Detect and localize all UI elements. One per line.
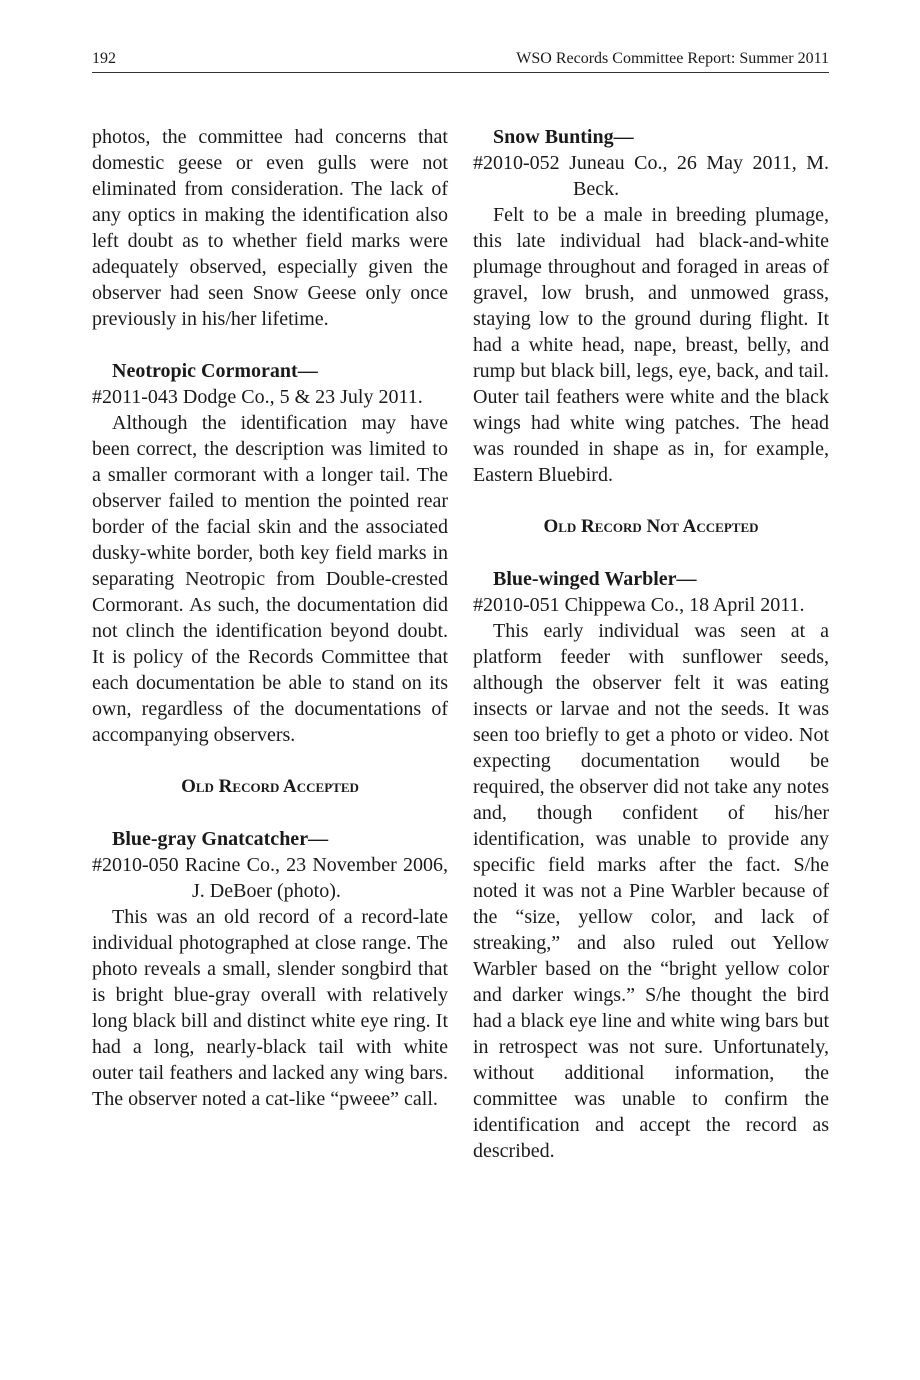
section-heading: Old Record Accepted	[181, 776, 359, 797]
species-heading: Neotropic Cormorant—	[112, 360, 318, 382]
record-entry: #2011-043 Dodge Co., 5 & 23 July 2011.	[92, 386, 423, 408]
record-entry: #2010-052 Juneau Co., 26 May 2011, M. Beck.	[473, 152, 829, 200]
continued-paragraph: photos, the committee had concerns that domestic geese or even gulls were not eliminated from consideration. The lack of any optics in making the identification also left doubt as to whether field marks were adequately observed, especially given the observer had seen Snow Geese only once previously in his/her lifetime.	[92, 126, 448, 330]
section-heading: Old Record Not Accepted	[543, 516, 759, 537]
species-heading: Blue-gray Gnatcatcher—	[112, 828, 329, 850]
record-description: Although the identification may have been correct, the description was limited to a smaller cormorant with a longer tail. The observer failed to mention the pointed rear border of the facial skin and the associated dusky-white border, both key field marks in separating Neotropic from Double-crested Cormorant. As such, the documentation did not clinch the identification beyond doubt. It is policy of the Records Committee that each documentation be able to stand on its own, regardless of the documentations of accompanying observers.	[92, 412, 448, 746]
left-column	[92, 124, 448, 1112]
record-entry: #2010-050 Racine Co., 23 November 2006, J. DeBoer (photo).	[92, 854, 448, 902]
right-column	[473, 124, 829, 1164]
page-number: 192	[92, 50, 116, 67]
running-title: WSO Records Committee Report: Summer 2011	[516, 50, 829, 67]
record-description: This early individual was seen at a platform feeder with sunflower seeds, although the observer felt it was eating insects or larvae and not the seeds. It was seen too briefly to get a photo or video. Not expecting documentation would be required, the observer did not take any notes and, though confident of his/her identification, was unable to provide any specific field marks after the fact. S/he noted it was not a Pine Warbler because of the “size, yellow color, and lack of streaking,” and also ruled out Yellow Warbler based on the “bright yellow color and darker wings.” S/he thought the bird had a black eye line and white wing bars but in retrospect was not sure. Unfortunately, without additional information, the committee was unable to confirm the identification and accept the record as described.	[473, 620, 829, 1162]
species-heading: Blue-winged Warbler—	[493, 568, 697, 590]
species-heading: Snow Bunting—	[493, 126, 634, 148]
running-header	[92, 48, 829, 73]
record-description: This was an old record of a record-late individual photographed at close range. The photo reveals a small, slender songbird that is bright blue-gray overall with relatively long black bill and distinct white eye ring. It had a long, nearly-black tail with white outer tail feathers and lacked any wing bars. The observer noted a cat-like “pweee” call.	[92, 906, 448, 1110]
record-entry: #2010-051 Chippewa Co., 18 April 2011.	[473, 594, 805, 616]
record-description: Felt to be a male in breeding plumage, this late individual had black-and-white plumage throughout and foraged in areas of gravel, low brush, and unmowed grass, staying low to the ground during flight. It had a white head, nape, breast, belly, and rump but black bill, legs, eye, back, and tail. Outer tail feathers were white and the black wings had white wing patches. The head was rounded in shape as in, for example, Eastern Bluebird.	[473, 204, 829, 486]
